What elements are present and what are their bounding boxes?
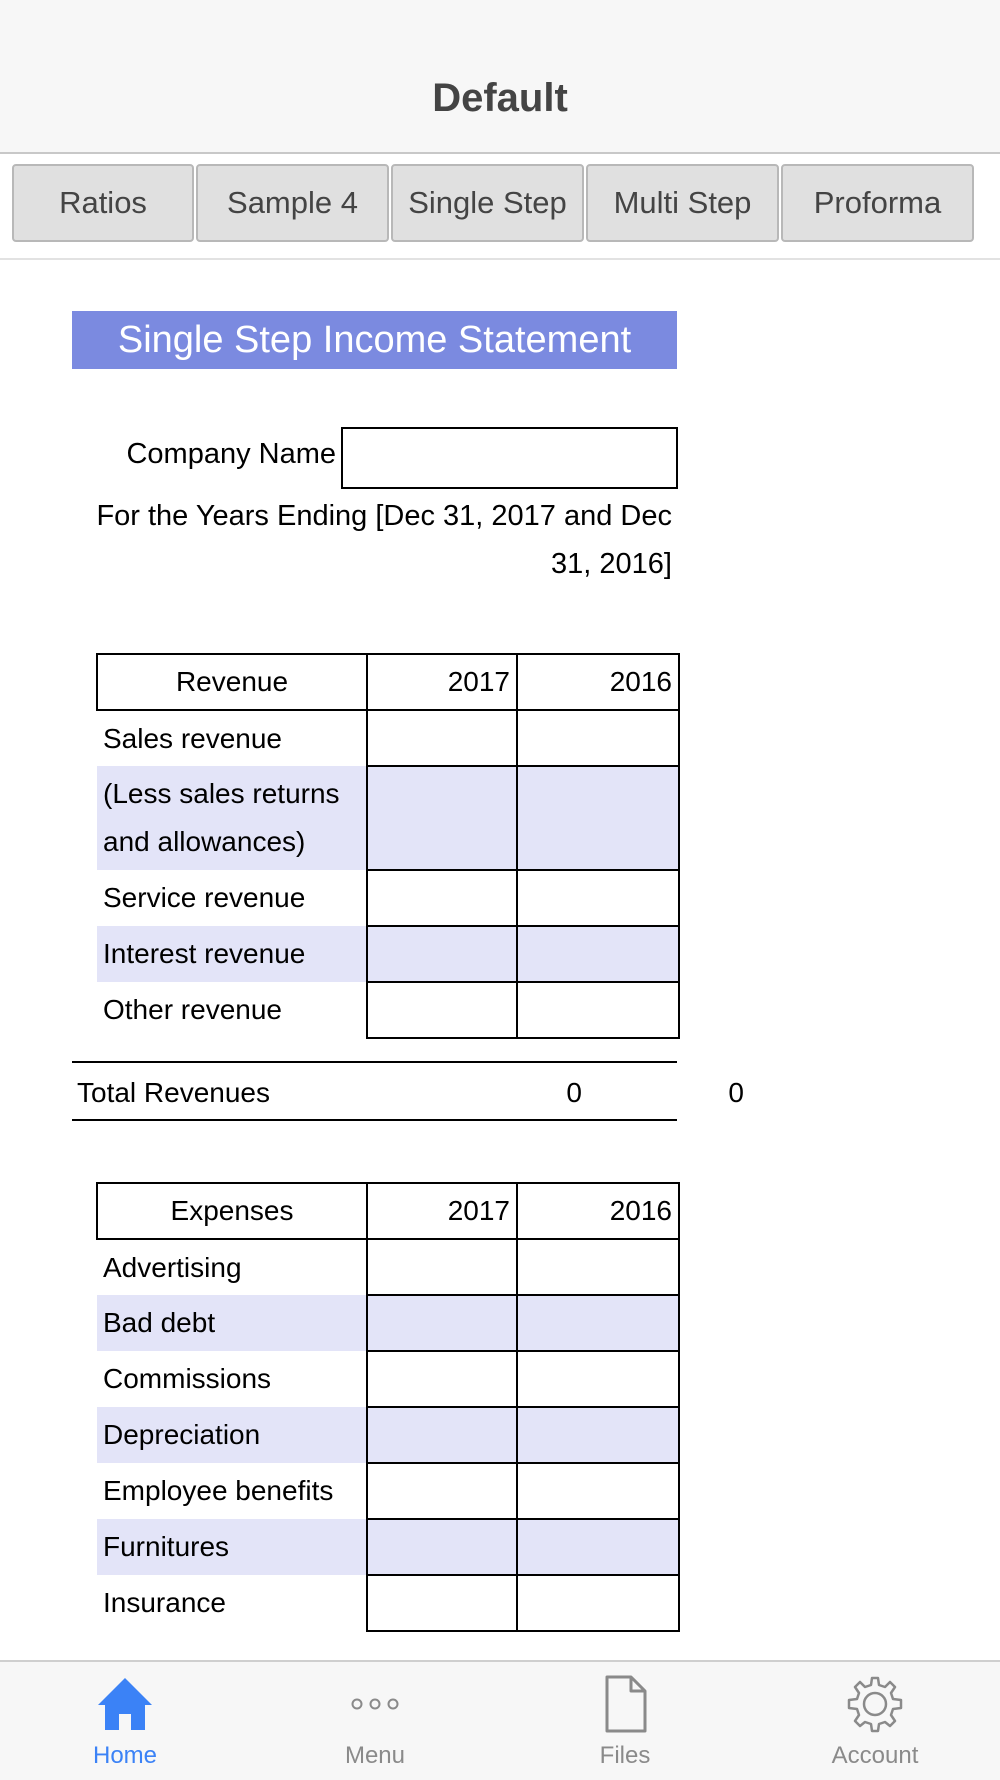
tab-menu-label: Menu xyxy=(344,1742,406,1769)
tab-account-label: Account xyxy=(831,1742,919,1769)
value-2016-cell[interactable] xyxy=(517,1239,679,1295)
expenses-table xyxy=(96,1182,680,1632)
row-label: Furnitures xyxy=(97,1519,367,1575)
tab-sample-4[interactable]: Sample 4 xyxy=(196,164,389,242)
value-2017-cell[interactable] xyxy=(367,1575,517,1631)
page-title: Default xyxy=(432,76,568,120)
statement-title: Single Step Income Statement xyxy=(72,311,677,369)
table-row xyxy=(97,1407,679,1463)
value-2017-cell[interactable] xyxy=(367,710,517,766)
table-row xyxy=(97,710,679,766)
tab-ratios[interactable]: Ratios xyxy=(12,164,194,242)
revenue-header: Revenue xyxy=(97,654,367,710)
value-2016-cell[interactable] xyxy=(517,870,679,926)
value-2017-cell[interactable] xyxy=(367,1519,517,1575)
table-row xyxy=(97,982,679,1038)
total-revenues-row xyxy=(72,1061,744,1121)
expenses-header: Expenses xyxy=(97,1183,367,1239)
table-row xyxy=(97,1239,679,1295)
table-row xyxy=(97,926,679,982)
value-2016-cell[interactable] xyxy=(517,1575,679,1631)
value-2016-cell[interactable] xyxy=(517,1351,679,1407)
total-revenues-2017: 0 xyxy=(566,1077,582,1108)
tab-home[interactable] xyxy=(0,1662,250,1780)
table-row xyxy=(97,1351,679,1407)
bottom-tab-bar xyxy=(0,1660,1000,1780)
tab-proforma[interactable]: Proforma xyxy=(781,164,974,242)
file-icon xyxy=(595,1674,655,1734)
value-2017-cell[interactable] xyxy=(367,982,517,1038)
value-2017-cell[interactable] xyxy=(367,1407,517,1463)
table-row xyxy=(97,1519,679,1575)
home-icon xyxy=(95,1674,155,1734)
row-label: Sales revenue xyxy=(97,710,367,766)
table-row xyxy=(97,1463,679,1519)
row-label: Interest revenue xyxy=(97,926,367,982)
period-text: For the Years Ending [Dec 31, 2017 and Dec 31, 2016] xyxy=(96,500,672,580)
year-2016-header: 2016 xyxy=(517,1183,679,1239)
total-revenues-label: Total Revenues xyxy=(77,1077,271,1108)
row-label: Insurance xyxy=(97,1575,367,1631)
value-2016-cell[interactable] xyxy=(517,1463,679,1519)
value-2017-cell[interactable] xyxy=(367,1239,517,1295)
row-label: Commissions xyxy=(97,1351,367,1407)
row-label: Advertising xyxy=(97,1239,367,1295)
tab-single-step[interactable]: Single Step xyxy=(391,164,584,242)
value-2016-cell[interactable] xyxy=(517,710,679,766)
table-row xyxy=(97,870,679,926)
value-2016-cell[interactable] xyxy=(517,982,679,1038)
tab-account[interactable] xyxy=(750,1662,1000,1780)
total-revenues-2016: 0 xyxy=(728,1077,744,1108)
table-row xyxy=(97,766,679,870)
tab-home-label: Home xyxy=(92,1742,158,1769)
company-name-label: Company Name xyxy=(126,438,336,470)
value-2016-cell[interactable] xyxy=(517,1407,679,1463)
company-name-field[interactable] xyxy=(341,427,678,489)
value-2016-cell[interactable] xyxy=(517,926,679,982)
row-label: Service revenue xyxy=(97,870,367,926)
tab-files[interactable] xyxy=(500,1662,750,1780)
value-2017-cell[interactable] xyxy=(367,766,517,870)
tab-files-label: Files xyxy=(599,1742,651,1769)
row-label: Depreciation xyxy=(97,1407,367,1463)
sheet-tab-strip xyxy=(0,154,1000,260)
statement-content xyxy=(0,260,1000,1660)
table-row xyxy=(97,1575,679,1631)
tab-menu[interactable] xyxy=(250,1662,500,1780)
navigation-bar xyxy=(0,0,1000,154)
value-2017-cell[interactable] xyxy=(367,1295,517,1351)
value-2016-cell[interactable] xyxy=(517,1295,679,1351)
value-2017-cell[interactable] xyxy=(367,870,517,926)
value-2017-cell[interactable] xyxy=(367,1463,517,1519)
more-dots-icon xyxy=(345,1674,405,1734)
value-2017-cell[interactable] xyxy=(367,1351,517,1407)
value-2016-cell[interactable] xyxy=(517,1519,679,1575)
year-2017-header: 2017 xyxy=(367,654,517,710)
revenue-table xyxy=(96,653,680,1039)
row-label: Other revenue xyxy=(97,982,367,1038)
table-row xyxy=(97,1295,679,1351)
value-2017-cell[interactable] xyxy=(367,926,517,982)
row-label: Employee benefits xyxy=(97,1463,367,1519)
gear-icon xyxy=(845,1674,905,1734)
year-2017-header: 2017 xyxy=(367,1183,517,1239)
year-2016-header: 2016 xyxy=(517,654,679,710)
value-2016-cell[interactable] xyxy=(517,766,679,870)
tab-multi-step[interactable]: Multi Step xyxy=(586,164,779,242)
row-label: (Less sales returns and allowances) xyxy=(97,766,367,870)
row-label: Bad debt xyxy=(97,1295,367,1351)
